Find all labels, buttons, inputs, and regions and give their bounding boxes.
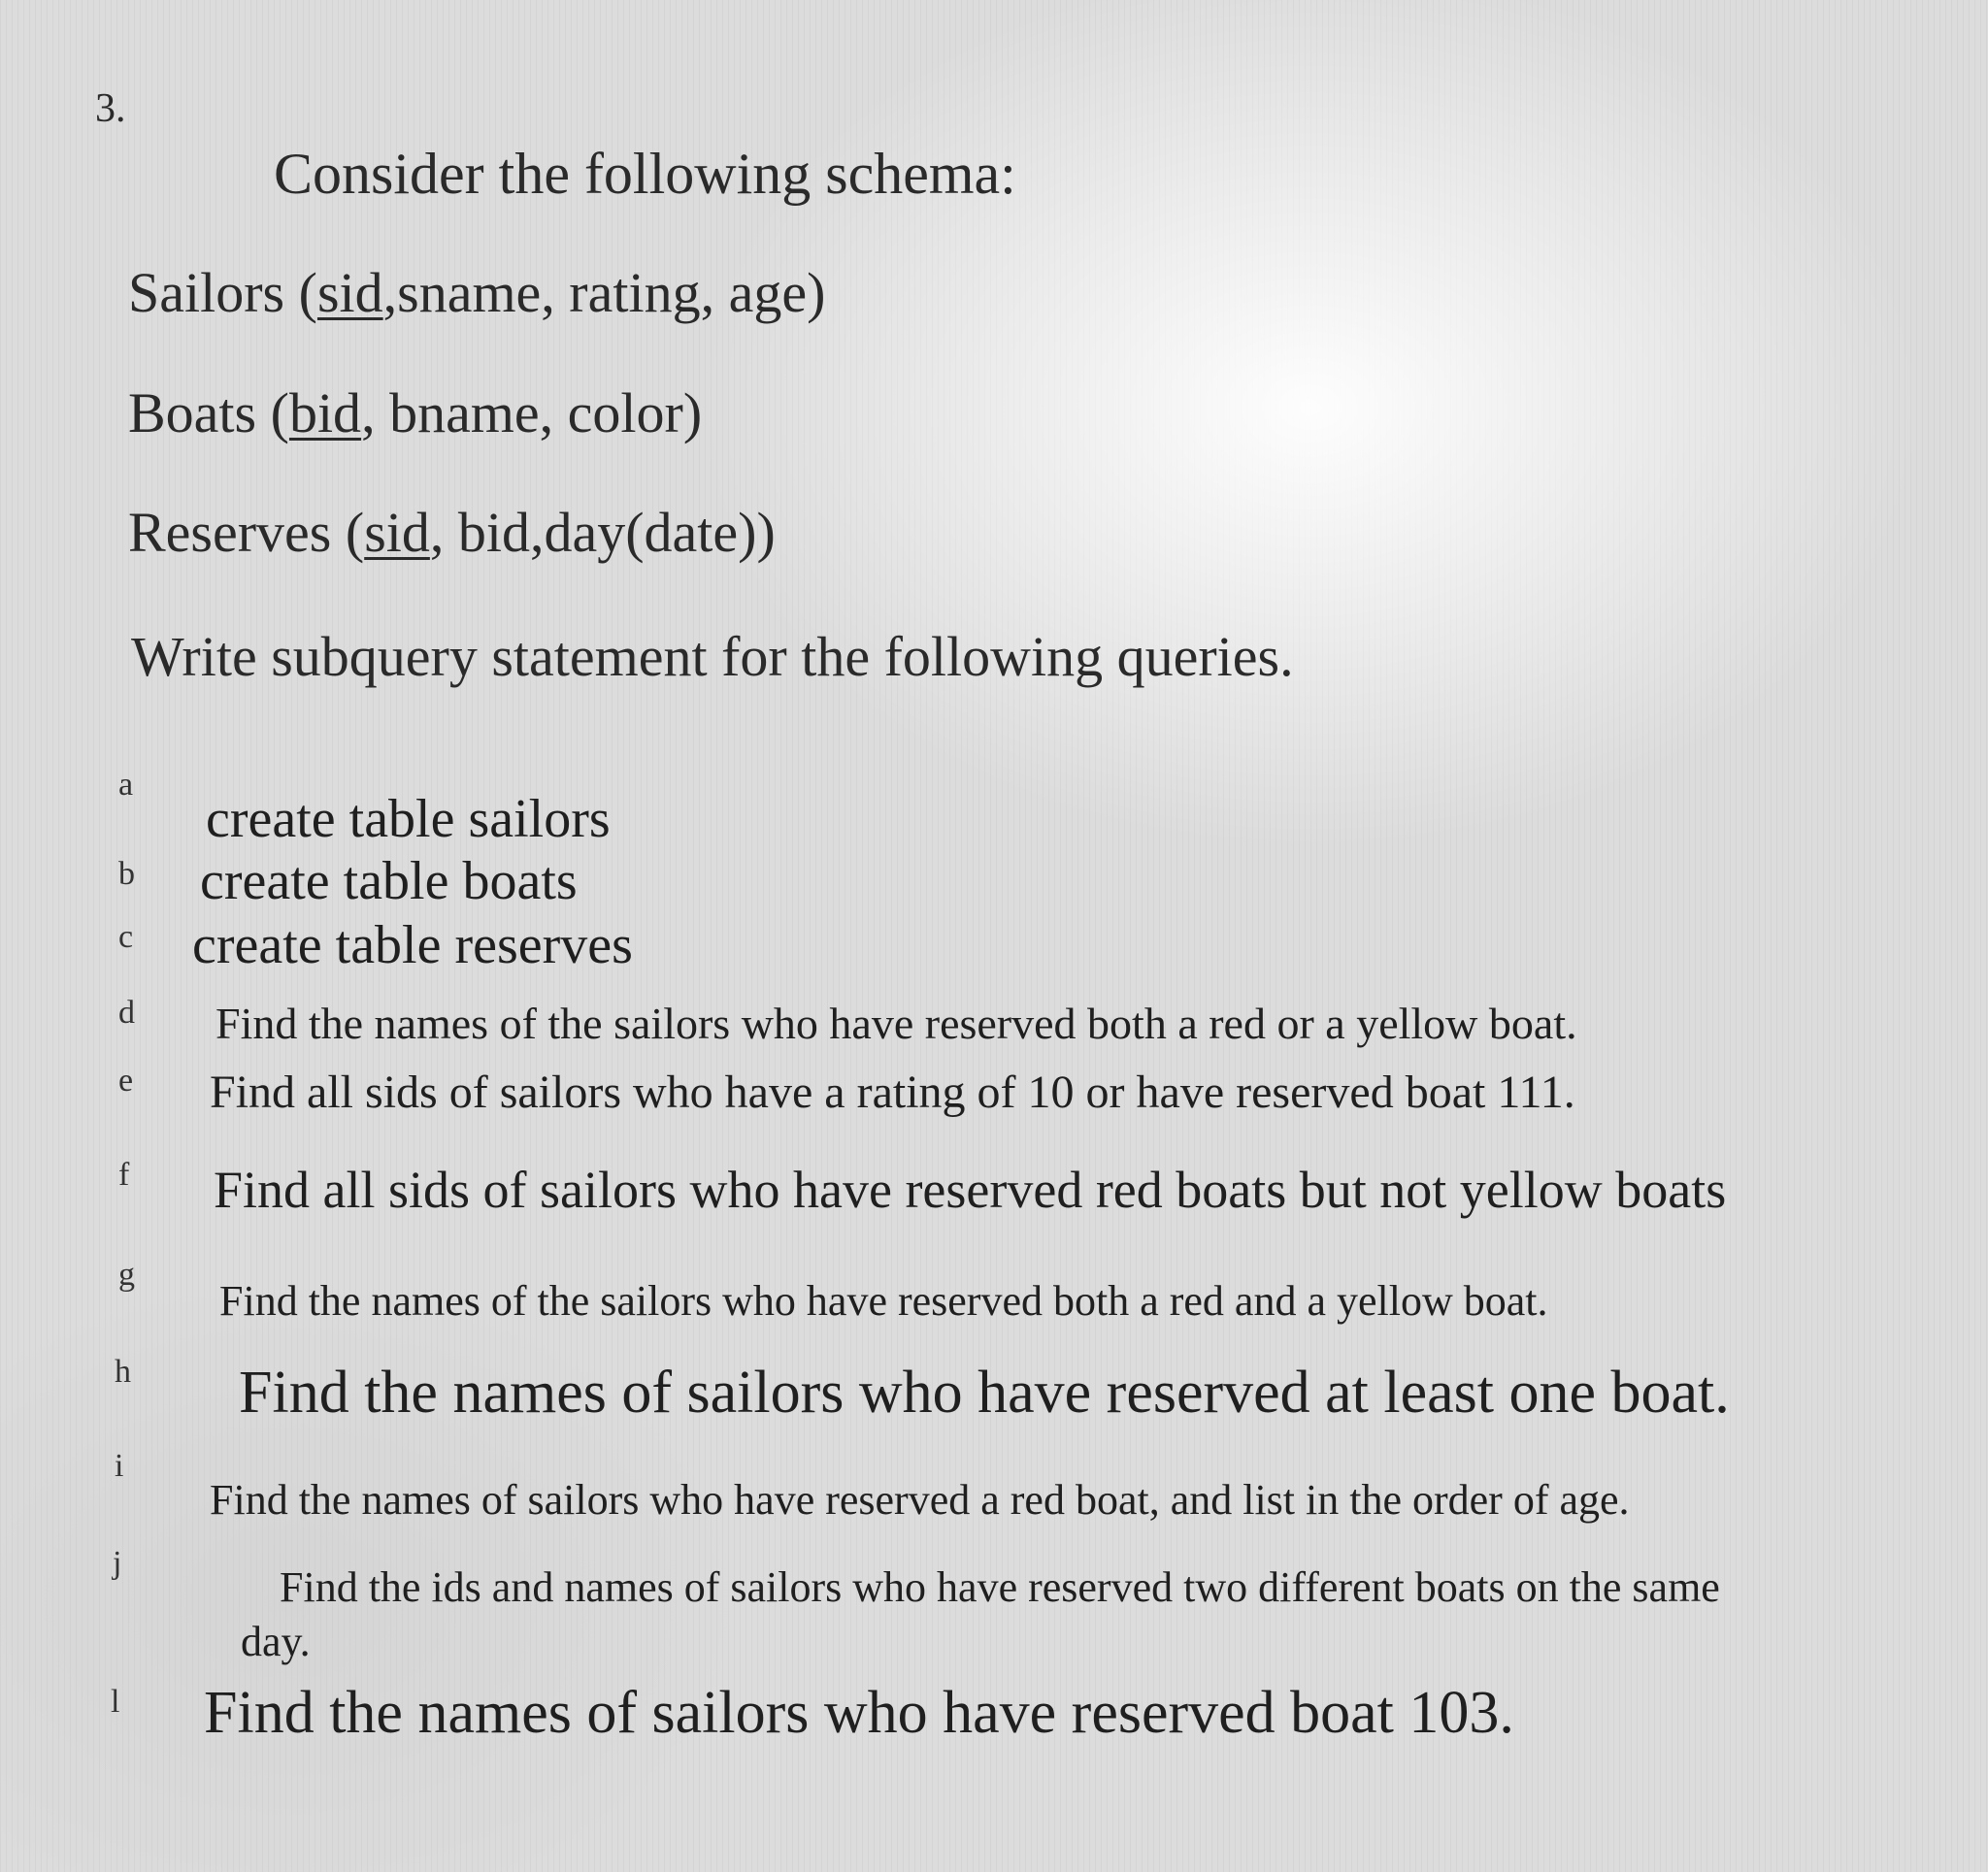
relation-boats (128, 380, 702, 445)
item-text-f: Find all sids of sailors who have reserved red boats but not yellow boats (214, 1161, 1727, 1219)
relation-boats-name: Boats ( (128, 381, 289, 444)
item-text-j-line1: Find the ids and names of sailors who have reserved two different boats on the same (280, 1563, 1720, 1611)
relation-reserves (128, 500, 776, 565)
relation-sailors-attributes: ,sname, rating, age) (382, 261, 826, 324)
item-letter-l: l (111, 1684, 120, 1720)
item-letter-h: h (115, 1354, 131, 1390)
relation-reserves-key: sid (364, 501, 430, 564)
item-text-h: Find the names of sailors who have reserved at least one boat. (239, 1360, 1730, 1426)
item-text-g: Find the names of the sailors who have reserved both a red and a yellow boat. (219, 1277, 1548, 1325)
item-letter-b: b (118, 856, 135, 892)
item-text-e: Find all sids of sailors who have a rating of 10 or have reserved boat 111. (210, 1067, 1575, 1118)
item-text-d: Find the names of the sailors who have reserved both a red or a yellow boat. (215, 999, 1577, 1048)
relation-boats-key: bid (288, 381, 362, 444)
relation-boats-attributes: , bname, color) (361, 381, 703, 444)
item-letter-c: c (118, 919, 134, 955)
item-text-l: Find the names of sailors who have reserved boat 103. (204, 1680, 1514, 1746)
item-letter-d: d (118, 995, 135, 1031)
item-letter-f: f (118, 1157, 130, 1193)
relation-reserves-attributes: , bid,day(date)) (429, 501, 776, 564)
relation-reserves-name: Reserves ( (128, 501, 365, 564)
question-number: 3. (95, 86, 126, 131)
item-letter-g: g (118, 1257, 135, 1293)
relation-sailors (128, 260, 825, 325)
item-text-i: Find the names of sailors who have reserved a red boat, and list in the order of age. (210, 1476, 1630, 1524)
item-letter-e: e (118, 1063, 134, 1099)
schema-title: Consider the following schema: (274, 142, 1016, 206)
item-letter-j: j (113, 1545, 122, 1581)
item-text-a: create table sailors (206, 789, 611, 849)
item-text-b: create table boats (200, 851, 578, 911)
item-letter-a: a (118, 767, 134, 803)
item-text-j-line2: day. (241, 1618, 311, 1665)
relation-sailors-key: sid (316, 261, 383, 324)
relation-sailors-name: Sailors ( (128, 261, 317, 324)
item-letter-i: i (115, 1448, 124, 1484)
instruction-text: Write subquery statement for the following queries. (131, 625, 1294, 688)
item-text-c: create table reserves (192, 915, 633, 975)
